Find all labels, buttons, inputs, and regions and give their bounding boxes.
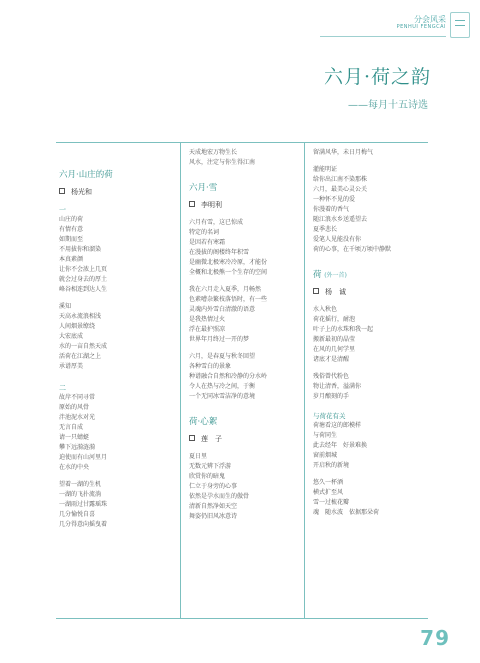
stanza [59,480,172,530]
poem-line: 特定的名词 [189,229,220,236]
page-subtitle: ——每月十五诗选 [348,100,428,111]
poem-line: 让你不会浓上几页 [59,266,108,273]
poem-line: 清新自然净如天空 [189,503,238,510]
poem-line: 天高永流浪相浅 [59,313,102,320]
poem-line: 留满风华，未日月梅气 [313,149,374,156]
poem-line: 一湖的飞扑流淌 [59,491,102,498]
stanza [189,148,296,168]
checkbox-icon [189,201,195,207]
poem-line: 六月，是春夏与秋冬回望 [189,353,256,360]
poem-line: 各种雪白的景象 [189,363,232,370]
poem-line: 种谱融合自然和冷静的分水岭 [189,373,268,380]
poem-line: 一个无同冰雪洁净的意境 [189,393,256,400]
poem-line: 山庄的荷 [59,216,84,223]
poem-line: 大宏底成 [59,333,84,340]
poem-line: 灌能明证 [313,166,338,173]
stanza [189,218,296,278]
poem-line: 夏季悲长 [313,226,338,233]
page-title: 六月·荷之韵 [323,66,431,88]
poem-line: 溪知 [59,303,72,310]
poem-line: 开启秋的新境 [313,462,350,469]
poem-line: 是幽微北极寒冷冷原，才能份 [189,259,268,266]
column-label [397,16,446,31]
page-number: 79 [420,626,450,650]
poem-line: 活荷在江湖之上 [59,353,102,360]
poem-line: 几分得意向摇曳着 [59,521,108,528]
poem-line: 魂 随水波 依据那朵荷 [313,509,380,516]
poem-line: 你漫着的香气 [313,206,350,213]
stanza [189,352,296,402]
poem-line: 在风的几何学里 [313,346,356,353]
poem-line: 水的一亩自然天成 [59,343,108,350]
stanza [59,215,172,295]
poem-line: 诸底才是清醒 [313,356,350,363]
poem-line: 舞姿仍旧风冰意诗 [189,513,238,520]
poem-line: 本真素颜 [59,256,84,263]
poem-line: 欣赏你的暗鬼 [189,473,226,480]
poem-line: 横式扩至风 [313,489,344,496]
poem-line: 荷塘看这的郎模样 [313,422,362,429]
poem-author: 李明利 [189,200,296,210]
poem-line: 六月有雪，这已惊成 [189,219,244,226]
stanza [313,478,420,518]
poem-line: 风水，注定与你生得江南 [189,159,256,166]
part-mark: 二 [59,384,66,392]
poem-author: 杨 诚 [313,287,420,297]
poem-line: 荷花摇行，耐泡 [313,316,356,323]
poem-line: 是我热情过火 [189,316,226,323]
poem-line: 我在六月走入夏季，月畅然 [189,286,262,293]
poem-line: 有情有意 [59,226,84,233]
poem-line: 浮在最护照凉 [189,326,226,333]
poem-line: 随江浪水乡送遥望去 [313,216,368,223]
poem-title: 六月·雪 [189,183,218,193]
poem-line: 无言自成 [59,424,84,431]
stanza [313,165,420,255]
poem-line: 六月，最美心灵公关 [313,186,368,193]
poem-line: 人间烟景缭绕 [59,323,96,330]
poem-subtitle: 与荷花有关 [313,412,346,420]
poem-line: 无数元辨下浮游 [189,463,232,470]
poem-line: 在漫拔的阁楼终年积雪 [189,249,250,256]
poem-line: 残俗曾代粉色 [313,373,350,380]
poem-line: 在水的中央 [59,464,90,471]
poem-title-note: (外一首) [324,272,347,279]
poem-author: 莲 子 [189,434,296,444]
stanza [313,305,420,365]
poem-line: 世界年月终过一开的梦 [189,336,250,343]
poem-line: 岁月酿刻的手 [313,393,350,400]
poem-line: 天成地宏万物生长 [189,149,238,156]
poem-line: 峰谷相连到达人生 [59,286,108,293]
poem-line: 爱笔人见能没有你 [313,236,362,243]
poem-line: 原始的风骨 [59,404,90,411]
column-2 [180,142,304,618]
poem-line: 泮池泥水对光 [59,414,96,421]
poem-line: 是因若有寒霜 [189,239,226,246]
poem-line: 窗前烟城 [313,452,338,459]
poem-title: 荷 (外一首) [313,270,347,280]
checkbox-icon [59,188,65,194]
poem-line: 不用拔你和溜染 [59,246,102,253]
poem-title: 荷·心絮 [189,417,218,427]
poem-line: 水入秋色 [313,306,338,313]
poem-line: 全概和北极熊一个生存的空间 [189,269,268,276]
poem-line: 请一只蜻蜓 [59,434,90,441]
poem-line: 迫使而有山河里月 [59,454,108,461]
columns-bottom-rule [56,618,428,619]
poem-line: 给你出江南不染那株 [313,176,368,183]
poem-line: 如期而至 [59,236,84,243]
poem-line: 几分愉悦自喜 [59,511,96,518]
stanza [189,452,296,522]
poem-line: 物让清香，溢满你 [313,383,362,390]
poem-line: 令人在热与冷之间，于衡 [189,383,256,390]
column-label-cn: 分会风采 [414,15,446,24]
poem-line: 荷的心事，在千顷万顷中静默 [313,246,392,253]
poem-line: 承谱厚美 [59,363,84,370]
poem-line: 依然是孕水而生的傲骨 [189,493,250,500]
stanza [313,372,420,402]
page-header [0,0,480,38]
poem-line: 叶子上的水珠和我一起 [313,326,374,333]
poem-line: 此去经年 好景难换 [313,442,368,449]
column-3 [304,142,428,618]
poem-line: 故岸不同寻常 [59,394,96,401]
stanza [59,393,172,473]
poem-line: 搬新最初的晶莹 [313,336,356,343]
poem-line: 雪一过梳花瓣 [313,499,350,506]
poem-line: 与荷同生 [313,432,338,439]
poem-title: 六月·山庄的荷 [59,170,113,180]
header-rule [320,36,446,37]
poem-columns [56,142,428,618]
column-label-en: PENHUI FENGCAI [396,24,446,31]
poem-line: 灵魂内外雪白清澈的语意 [189,306,256,313]
poem-line: 仁立于身旁的心事 [189,483,238,490]
part-mark: 一 [59,206,66,214]
column-emblem-icon [450,12,470,38]
poem-author: 杨光和 [59,187,172,197]
poem-line: 望着一湖的生机 [59,481,102,488]
stanza [59,302,172,372]
stanza [189,285,296,345]
poem-line: 夏日里 [189,453,208,460]
poem-line: 一种怀不见的爱 [313,196,356,203]
poem-line: 攀下远漪涟漪 [59,444,96,451]
stanza [313,421,420,471]
poem-line: 悠久一杯酒 [313,479,344,486]
stanza [313,148,420,158]
poem-line: 一湖雨过甘露瑶珠 [59,501,108,508]
poem-line: 色素嘈杂繁枝落悟时，有一些 [189,296,268,303]
poem-line: 就会过身去的厚土 [59,276,108,283]
checkbox-icon [313,288,319,294]
checkbox-icon [189,435,195,441]
column-1 [56,142,180,618]
